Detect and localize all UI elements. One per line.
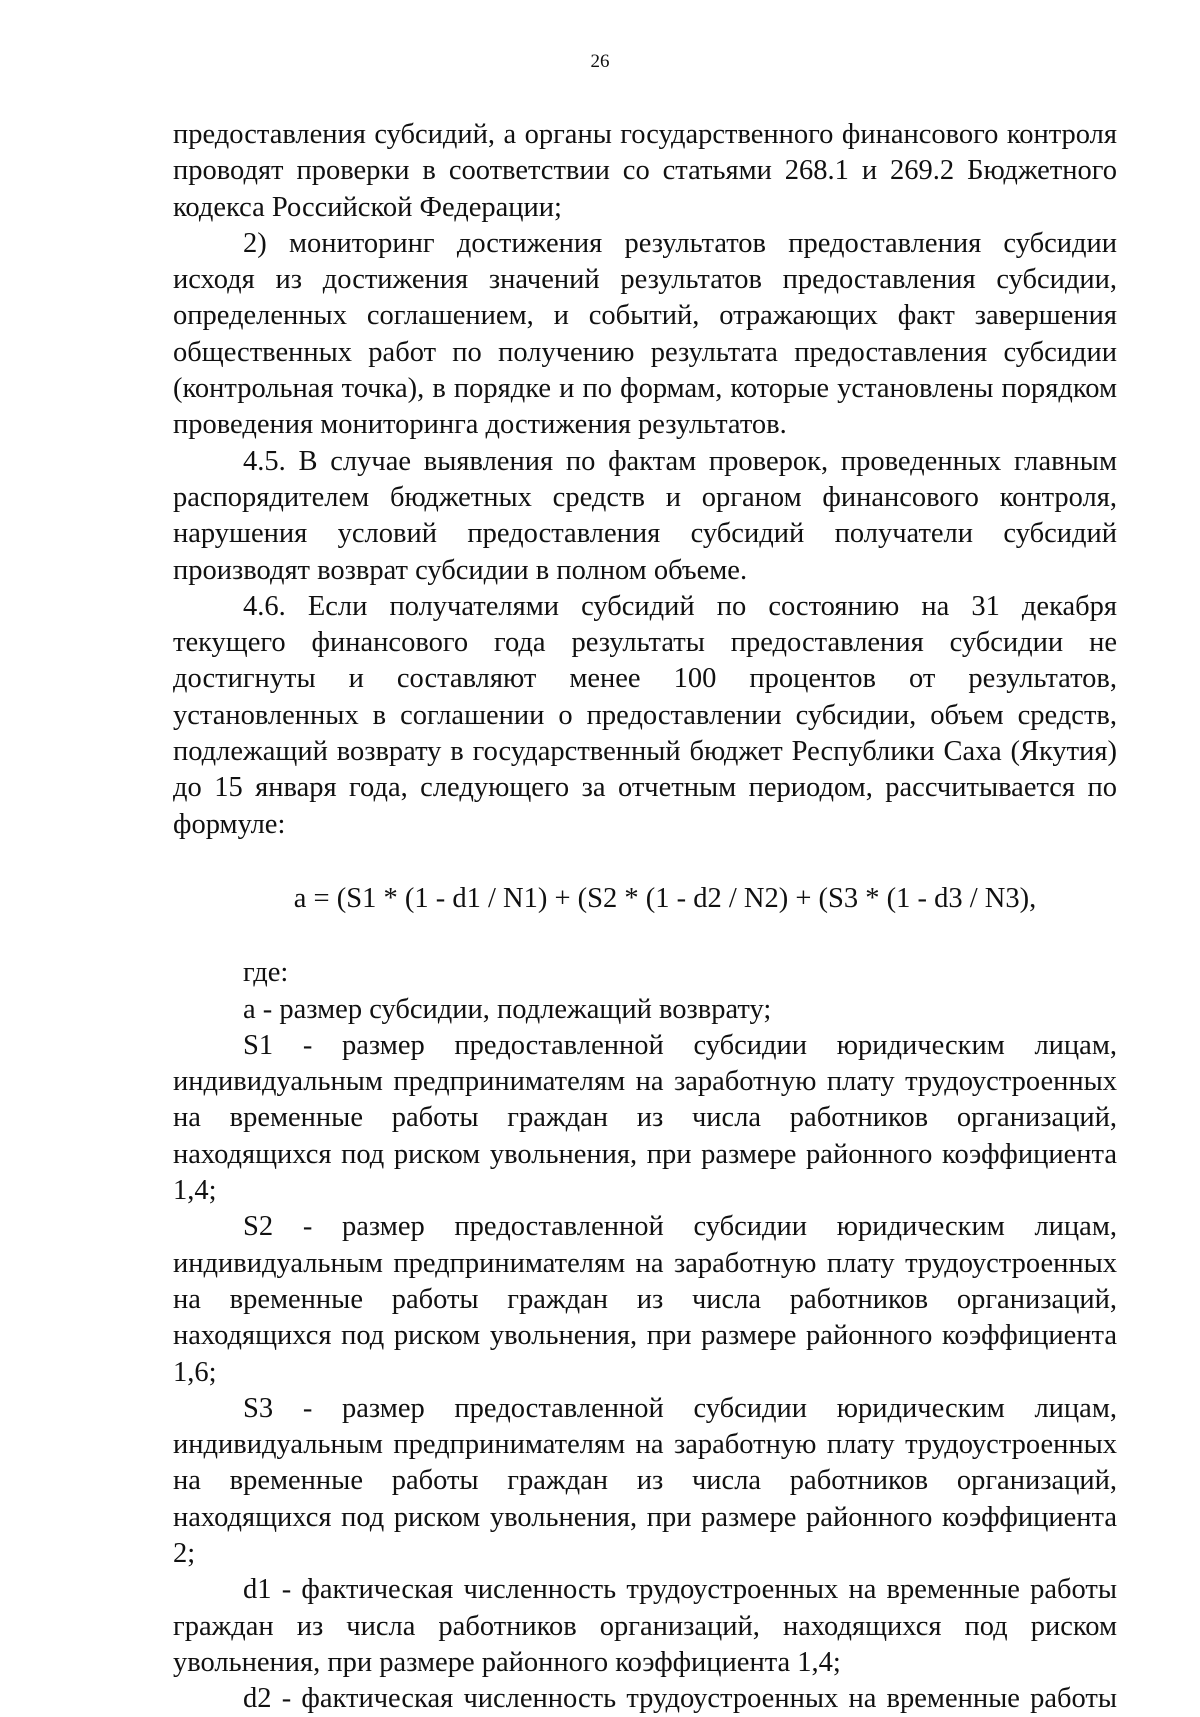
definition-d1: d1 - фактическая численность трудоустроенных на временные работы граждан из числа работников организаций, находящихся под риском увольнения, при размере районного коэффициента 1,4; xyxy=(173,1574,1117,1678)
paragraph-monitoring: 2) мониторинг достижения результатов предоставления субсидии исходя из достижения значений результатов предоставления субсидии, определенных соглашением, и событий, отражающих факт завершения общественных работ по получению результата предоставления субсидии (контрольная точка), в порядке и по формам, которые установлены порядком проведения мониторинга достижения результатов. xyxy=(173,227,1117,441)
definition-where: где: xyxy=(243,957,289,989)
refund-formula: a = (S1 * (1 - d1 / N1) + (S2 * (1 - d2 / N2) + (S3 * (1 - d3 / N3), xyxy=(293,882,1037,914)
definition-s1: S1 - размер предоставленной субсидии юридическим лицам, индивидуальным предпринимателям на заработную плату трудоустроенных на временные работы граждан из числа работников организаций, находящихся под риском увольнения, при размере районного коэффициента 1,4; xyxy=(173,1029,1117,1207)
definition-s2: S2 - размер предоставленной субсидии юридическим лицам, индивидуальным предпринимателям на заработную плату трудоустроенных на временные работы граждан из числа работников организаций, находящихся под риском увольнения, при размере районного коэффициента 1,6; xyxy=(173,1211,1117,1388)
definition-s3: S3 - размер предоставленной субсидии юридическим лицам, индивидуальным предпринимателям на заработную плату трудоустроенных на временные работы граждан из числа работников организаций, находящихся под риском увольнения, при размере районного коэффициента 2; xyxy=(173,1392,1117,1569)
paragraph-4-5: 4.5. В случае выявления по фактам проверок, проведенных главным распорядителем бюджетных средств и органом финансового контроля, нарушения условий предоставления субсидий получатели субсидий производят возврат субсидии в полном объеме. xyxy=(173,445,1117,586)
definition-d2: d2 - фактическая численность трудоустроенных на временные работы xyxy=(243,1683,1117,1715)
document-body xyxy=(173,117,1117,1717)
paragraph-4-6: 4.6. Если получателями субсидий по состоянию на 31 декабря текущего финансового года результаты предоставления субсидии не достигнуты и составляют менее 100 процентов от результатов, установленных в соглашении о предоставлении субсидии, объем средств, подлежащий возврату в государственный бюджет Республики Саха (Якутия) до 15 января года, следующего за отчетным периодом, рассчитывается по формуле: xyxy=(173,590,1117,840)
definition-a: a - размер субсидии, подлежащий возврату; xyxy=(243,993,772,1025)
paragraph-continuation: предоставления субсидий, а органы государственного финансового контроля проводят проверки в соответствии со статьями 268.1 и 269.2 Бюджетного кодекса Российской Федерации; xyxy=(173,119,1117,223)
page-number: 26 xyxy=(590,51,610,72)
